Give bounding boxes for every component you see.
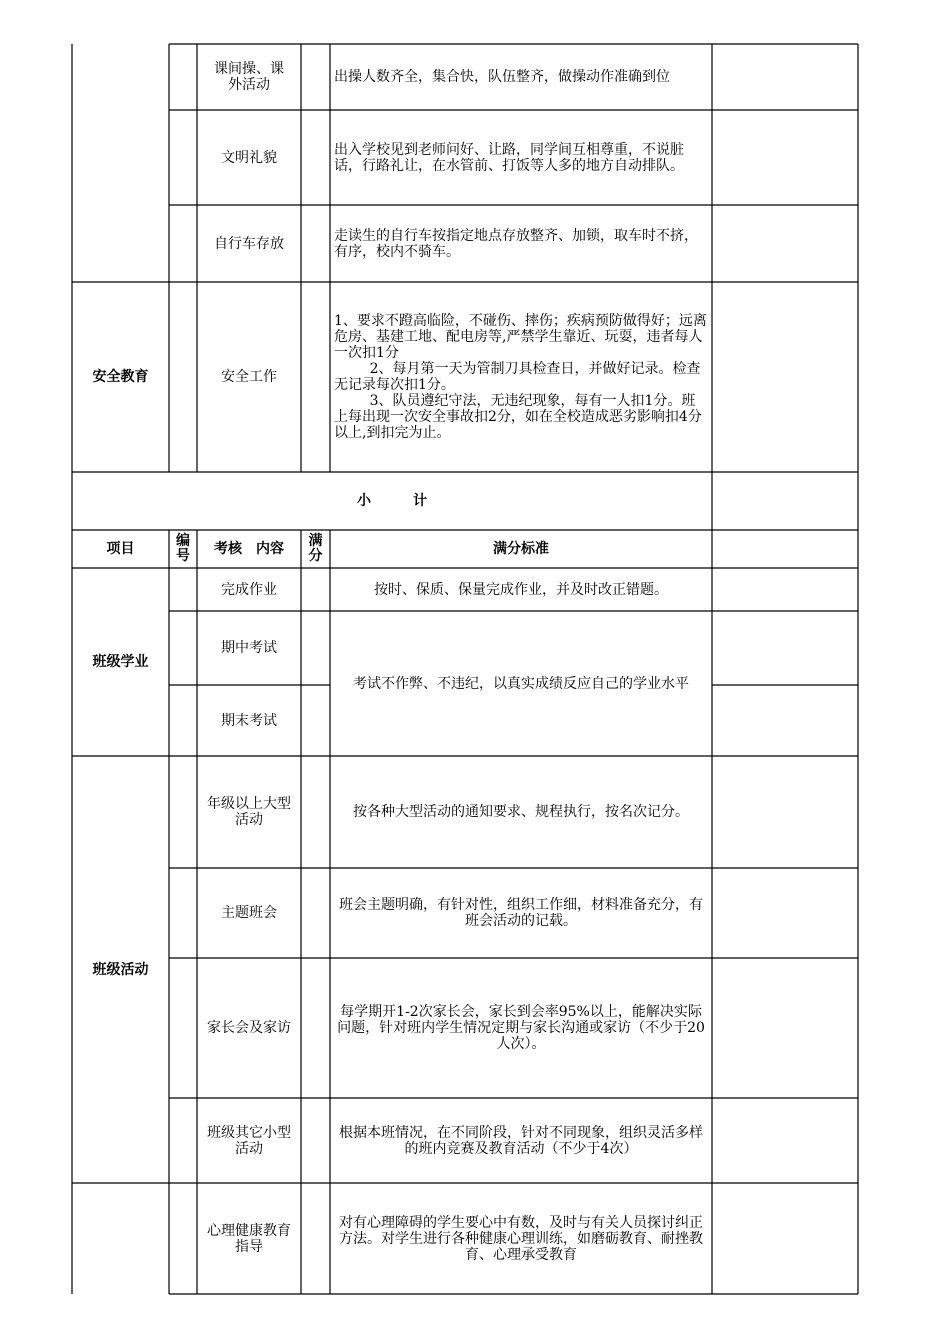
item-label: 期末考试 [221, 712, 277, 729]
category-academics [72, 568, 169, 756]
header-project-label: 项目 [106, 541, 135, 557]
item-label: 心理健康教育指导 [207, 1222, 291, 1255]
category-activities [72, 756, 169, 1183]
standard-cell-homework [334, 568, 708, 611]
item-cell-parents [197, 958, 301, 1098]
standard-cell-parents [334, 958, 708, 1098]
item-label: 班级其它小型活动 [207, 1124, 291, 1157]
item-label: 家长会及家访 [207, 1020, 291, 1036]
item-cell-homework [197, 568, 301, 611]
header-project [72, 530, 169, 568]
header-standard [330, 530, 712, 568]
standard-cell-class-meeting [334, 868, 708, 958]
header-content-label: 考核 内容 [214, 540, 284, 557]
standard-cell-bicycle [334, 205, 708, 282]
standard-cell-small-activities [334, 1098, 708, 1183]
standard-cell-psych [334, 1183, 708, 1294]
header-score-label: 满分 [308, 533, 323, 564]
item-cell-large-activity [197, 756, 301, 868]
standard-text: 根据本班情况，在不同阶段，针对不同现象，组织灵活多样的班内竞赛及教育活动（不少于4次） [339, 1124, 703, 1157]
item-cell-small-activities [197, 1098, 301, 1183]
standard-text: 每学期开1-2次家长会，家长到会率95%以上，能解决实际问题，针对班内学生情况定期与家长沟通或家访（不少于20人次）。 [337, 1004, 705, 1052]
header-number-label: 编号 [176, 533, 190, 564]
category-label: 班级活动 [92, 961, 149, 978]
item-label: 期中考试 [221, 640, 277, 656]
standard-text: 对有心理障碍的学生要心中有数，及时与有关人员探讨纠正方法。对学生进行各种健康心理训练，如磨砺教育、耐挫教育、心理承受教育 [339, 1214, 703, 1263]
header-number [169, 530, 197, 568]
item-cell-safety [197, 282, 301, 472]
item-label: 课间操、课 外活动 [214, 61, 284, 93]
standard-cell-large-activity [334, 756, 708, 868]
standard-text: 班会主题明确，有针对性，组织工作细，材料准备充分，有班会活动的记载。 [339, 897, 703, 929]
item-cell-psych [197, 1183, 301, 1294]
subtotal-label: 小 计 [357, 493, 427, 509]
safety-rule-1: 1、要求不蹬高临险，不碰伤、摔伤；疾病预防做得好；远离危房、基建工地、配电房等,严禁学生靠近、玩耍，违者每人一次扣1分 [334, 313, 707, 361]
standard-text: 出操人数齐全，集合快，队伍整齐，做操动作准确到位 [334, 69, 670, 85]
item-label: 年级以上大型活动 [207, 796, 291, 828]
category-label: 安全教育 [92, 369, 149, 385]
standard-text: 按时、保质、保量完成作业，并及时改正错题。 [374, 581, 668, 598]
header-standard-label: 满分标准 [493, 541, 549, 557]
item-label: 安全工作 [221, 369, 277, 385]
item-cell-final [197, 685, 301, 756]
header-content [197, 530, 301, 568]
item-label: 文明礼貌 [221, 149, 277, 166]
item-cell-class-meeting [197, 868, 301, 958]
standard-text: 出入学校见到老师问好、让路，同学间互相尊重，不说脏话，行路礼让，在水管前、打饭等人多的地方自动排队。 [334, 141, 684, 174]
item-label: 主题班会 [221, 905, 277, 921]
item-label: 完成作业 [221, 581, 277, 598]
safety-rule-2: 2、每月第一天为管制刀具检查日，并做好记录。检查无记录每次扣1分。 [334, 361, 701, 393]
category-label: 班级学业 [92, 654, 149, 670]
item-label: 自行车存放 [214, 235, 284, 252]
item-cell-midterm [197, 611, 301, 685]
subtotal-row [72, 472, 712, 530]
standard-cell-exercise [334, 44, 708, 110]
standard-text: 考试不作弊、不违纪，以真实成绩反应自己的学业水平 [353, 675, 689, 692]
category-safety [72, 282, 169, 472]
standard-text: 按各种大型活动的通知要求、规程执行，按名次记分。 [353, 804, 689, 820]
standard-text: 走读生的自行车按指定地点存放整齐、加锁，取车时不挤，有序，校内不骑车。 [334, 227, 698, 260]
item-cell-exercise [197, 44, 301, 110]
standard-cell-exams [334, 611, 708, 756]
standard-cell-safety [334, 282, 708, 472]
standard-cell-manners [334, 110, 708, 205]
item-cell-bicycle [197, 205, 301, 282]
safety-rule-3: 3、队员遵纪守法，无违纪现象，每有一人扣1分。班上每出现一次安全事故扣2分，如在全校造成恶劣影响扣4分以上,到扣完为止。 [334, 393, 702, 441]
item-cell-manners [197, 110, 301, 205]
header-score [301, 530, 330, 568]
